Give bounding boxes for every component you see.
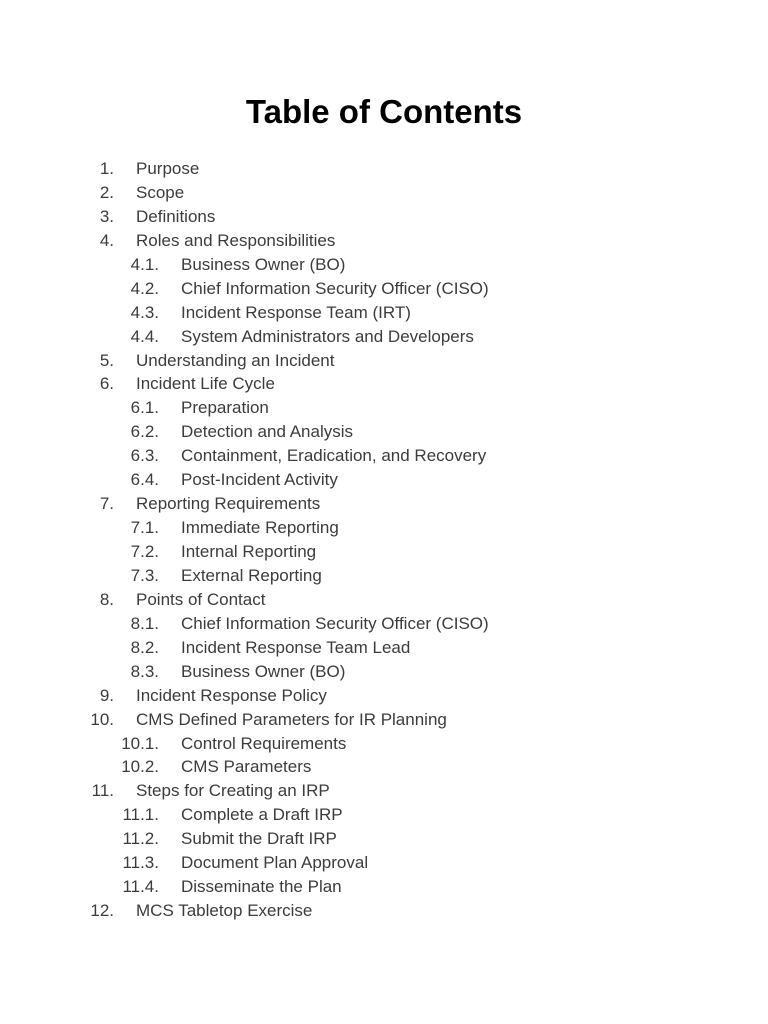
toc-item-number: 8.2. (130, 637, 159, 657)
toc-item-label: Submit the Draft IRP (181, 829, 337, 849)
toc-item-number: 9. (99, 685, 114, 705)
toc-item-number: 10. (90, 709, 114, 729)
toc-item-label: Disseminate the Plan (181, 877, 342, 897)
toc-item-number: 7.1. (130, 518, 159, 538)
toc-subsection-item (0, 468, 768, 492)
toc-section-item (0, 492, 768, 516)
toc-item-label: Detection and Analysis (181, 422, 353, 442)
toc-item-label: Understanding an Incident (136, 350, 335, 370)
toc-section-item (0, 205, 768, 229)
toc-item-label: Document Plan Approval (181, 853, 369, 873)
toc-item-label: Incident Life Cycle (136, 374, 275, 394)
toc-section-item (0, 349, 768, 373)
toc-item-number: 6.2. (130, 422, 159, 442)
toc-subsection-item (0, 612, 768, 636)
toc-item-number: 5. (99, 350, 114, 370)
toc-item-number: 6.1. (130, 398, 159, 418)
toc-item-number: 6.3. (130, 446, 159, 466)
toc-item-label: Points of Contact (136, 589, 266, 609)
toc-item-number: 7.3. (130, 565, 159, 585)
toc-item-label: Control Requirements (181, 733, 347, 753)
toc-section-item (0, 899, 768, 923)
toc-item-number: 8. (99, 589, 114, 609)
toc-item-number: 11.4. (122, 877, 159, 897)
toc-item-number: 11.1. (122, 805, 159, 825)
toc-item-label: Incident Response Team (IRT) (181, 302, 411, 322)
toc-item-number: 4.3. (130, 302, 159, 322)
toc-section-item (0, 684, 768, 708)
toc-subsection-item (0, 564, 768, 588)
toc-item-label: Post-Incident Activity (181, 470, 338, 490)
toc-item-label: Business Owner (BO) (181, 661, 346, 681)
toc-subsection-item (0, 301, 768, 325)
toc-item-number: 2. (99, 182, 114, 202)
toc-section-item (0, 229, 768, 253)
toc-subsection-item (0, 660, 768, 684)
toc-item-label: Chief Information Security Officer (CISO) (181, 278, 489, 298)
toc-item-number: 10.2. (121, 757, 159, 777)
table-of-contents (0, 157, 768, 923)
toc-item-number: 7.2. (130, 542, 159, 561)
toc-item-number: 1. (99, 159, 114, 178)
toc-subsection-item (0, 420, 768, 444)
toc-item-label: CMS Parameters (181, 757, 312, 777)
toc-subsection-item (0, 851, 768, 875)
toc-item-label: Steps for Creating an IRP (136, 781, 330, 801)
toc-item-number: 10.1. (121, 733, 159, 753)
toc-subsection-item (0, 325, 768, 349)
toc-subsection-item (0, 636, 768, 660)
page-title: Table of Contents (245, 93, 523, 130)
toc-item-number: 8.1. (130, 613, 159, 633)
toc-section-item (0, 708, 768, 732)
toc-section-item (0, 181, 768, 205)
toc-subsection-item (0, 803, 768, 827)
toc-item-number: 6.4. (130, 470, 159, 490)
toc-subsection-item (0, 827, 768, 851)
toc-item-label: Internal Reporting (181, 542, 317, 561)
toc-item-number: 4.2. (130, 278, 159, 298)
toc-item-label: Preparation (181, 398, 269, 418)
toc-subsection-item (0, 755, 768, 779)
toc-subsection-item (0, 732, 768, 756)
toc-item-label: Incident Response Team Lead (181, 637, 411, 657)
toc-item-number: 7. (99, 494, 114, 514)
toc-subsection-item (0, 516, 768, 540)
toc-item-label: Immediate Reporting (181, 518, 339, 538)
toc-item-label: Definitions (136, 206, 216, 226)
toc-section-item (0, 372, 768, 396)
toc-subsection-item (0, 540, 768, 564)
toc-item-number: 3. (99, 206, 114, 226)
toc-item-number: 12. (90, 901, 114, 921)
toc-item-label: External Reporting (181, 565, 322, 585)
toc-item-number: 4.1. (130, 254, 159, 274)
toc-item-label: Scope (136, 182, 185, 202)
toc-item-label: Chief Information Security Officer (CISO) (181, 613, 489, 633)
toc-item-label: Containment, Eradication, and Recovery (181, 446, 487, 466)
toc-item-number: 8.3. (130, 661, 159, 681)
toc-section-item (0, 779, 768, 803)
toc-item-label: System Administrators and Developers (181, 326, 474, 346)
toc-item-number: 6. (99, 374, 114, 394)
toc-item-label: Reporting Requirements (136, 494, 321, 514)
toc-item-number: 4. (99, 230, 114, 250)
toc-item-label: CMS Defined Parameters for IR Planning (136, 709, 447, 729)
toc-item-number: 11. (91, 781, 114, 801)
toc-item-number: 11.3. (122, 853, 159, 873)
toc-item-label: Business Owner (BO) (181, 254, 346, 274)
toc-item-label: Purpose (136, 159, 200, 178)
toc-item-number: 4.4. (130, 326, 159, 346)
toc-subsection-item (0, 253, 768, 277)
toc-item-number: 11.2. (122, 829, 159, 849)
toc-section-item (0, 157, 768, 181)
toc-subsection-item (0, 444, 768, 468)
toc-subsection-item (0, 875, 768, 899)
toc-item-label: Complete a Draft IRP (181, 805, 343, 825)
toc-item-label: Incident Response Policy (136, 685, 327, 705)
toc-item-label: Roles and Responsibilities (136, 230, 336, 250)
toc-subsection-item (0, 277, 768, 301)
toc-item-label: MCS Tabletop Exercise (136, 901, 313, 921)
toc-subsection-item (0, 396, 768, 420)
toc-section-item (0, 588, 768, 612)
